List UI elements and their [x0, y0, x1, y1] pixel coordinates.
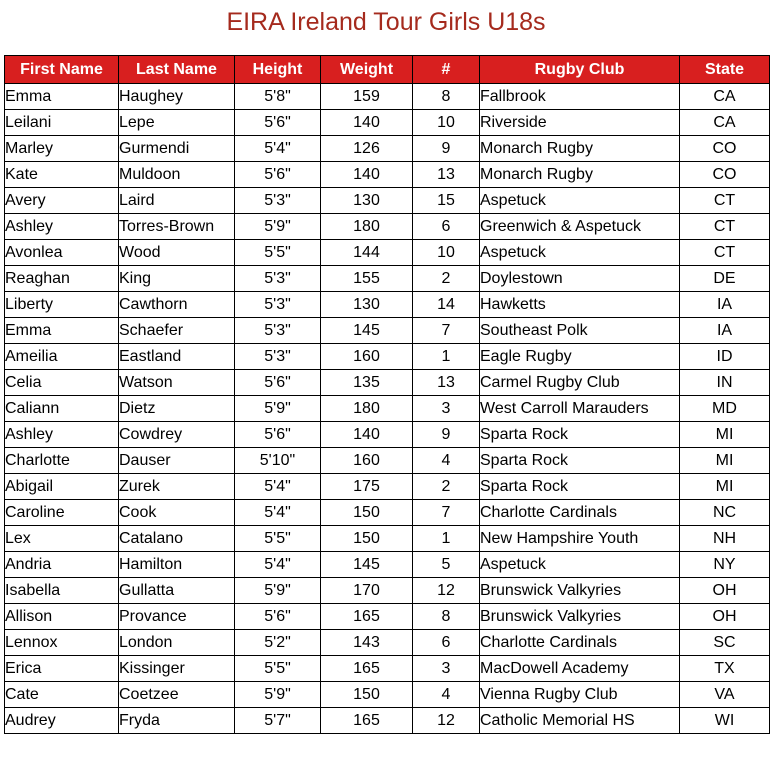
cell-last-name: Eastland	[119, 344, 235, 370]
cell-weight: 140	[321, 110, 413, 136]
table-row	[5, 188, 770, 214]
cell-state: MI	[680, 422, 770, 448]
cell-number: 9	[413, 136, 480, 162]
cell-number: 12	[413, 708, 480, 734]
table-row	[5, 266, 770, 292]
cell-number: 8	[413, 84, 480, 110]
roster-table	[4, 55, 770, 734]
cell-weight: 165	[321, 708, 413, 734]
cell-rugby-club: Fallbrook	[480, 84, 680, 110]
cell-rugby-club: Doylestown	[480, 266, 680, 292]
cell-first-name: Abigail	[5, 474, 119, 500]
table-row	[5, 552, 770, 578]
cell-first-name: Lennox	[5, 630, 119, 656]
cell-last-name: Fryda	[119, 708, 235, 734]
table-row	[5, 214, 770, 240]
cell-number: 9	[413, 422, 480, 448]
cell-state: DE	[680, 266, 770, 292]
table-row	[5, 708, 770, 734]
cell-number: 14	[413, 292, 480, 318]
cell-first-name: Isabella	[5, 578, 119, 604]
cell-height: 5'3"	[235, 266, 321, 292]
cell-state: OH	[680, 604, 770, 630]
cell-height: 5'4"	[235, 500, 321, 526]
table-row	[5, 682, 770, 708]
cell-last-name: Zurek	[119, 474, 235, 500]
cell-last-name: London	[119, 630, 235, 656]
cell-weight: 145	[321, 552, 413, 578]
table-row	[5, 84, 770, 110]
cell-last-name: Lepe	[119, 110, 235, 136]
cell-height: 5'9"	[235, 396, 321, 422]
page-title: EIRA Ireland Tour Girls U18s	[226, 8, 546, 36]
cell-number: 4	[413, 448, 480, 474]
cell-rugby-club: Vienna Rugby Club	[480, 682, 680, 708]
cell-height: 5'4"	[235, 552, 321, 578]
table-row	[5, 240, 770, 266]
cell-last-name: Torres-Brown	[119, 214, 235, 240]
cell-weight: 165	[321, 604, 413, 630]
cell-weight: 160	[321, 344, 413, 370]
cell-height: 5'6"	[235, 422, 321, 448]
cell-first-name: Ameilia	[5, 344, 119, 370]
cell-height: 5'3"	[235, 318, 321, 344]
cell-last-name: Provance	[119, 604, 235, 630]
table-row	[5, 656, 770, 682]
cell-state: WI	[680, 708, 770, 734]
cell-last-name: Watson	[119, 370, 235, 396]
table-row	[5, 526, 770, 552]
cell-weight: 126	[321, 136, 413, 162]
cell-last-name: Cowdrey	[119, 422, 235, 448]
cell-last-name: Cook	[119, 500, 235, 526]
cell-first-name: Avery	[5, 188, 119, 214]
cell-rugby-club: Monarch Rugby	[480, 136, 680, 162]
cell-rugby-club: Sparta Rock	[480, 448, 680, 474]
table-row	[5, 422, 770, 448]
cell-height: 5'3"	[235, 344, 321, 370]
cell-first-name: Celia	[5, 370, 119, 396]
cell-state: MI	[680, 448, 770, 474]
cell-height: 5'3"	[235, 188, 321, 214]
table-row	[5, 604, 770, 630]
cell-rugby-club: MacDowell Academy	[480, 656, 680, 682]
cell-first-name: Caroline	[5, 500, 119, 526]
cell-weight: 170	[321, 578, 413, 604]
cell-number: 7	[413, 318, 480, 344]
cell-rugby-club: Charlotte Cardinals	[480, 500, 680, 526]
cell-first-name: Marley	[5, 136, 119, 162]
cell-weight: 180	[321, 396, 413, 422]
column-header-last-name: Last Name	[119, 56, 235, 84]
cell-weight: 145	[321, 318, 413, 344]
cell-weight: 130	[321, 188, 413, 214]
cell-weight: 175	[321, 474, 413, 500]
cell-rugby-club: Carmel Rugby Club	[480, 370, 680, 396]
column-header-height: Height	[235, 56, 321, 84]
cell-last-name: Kissinger	[119, 656, 235, 682]
cell-first-name: Kate	[5, 162, 119, 188]
cell-first-name: Emma	[5, 84, 119, 110]
cell-last-name: Coetzee	[119, 682, 235, 708]
table-row	[5, 500, 770, 526]
cell-rugby-club: Charlotte Cardinals	[480, 630, 680, 656]
table-header-row	[5, 56, 770, 84]
cell-first-name: Andria	[5, 552, 119, 578]
cell-first-name: Leilani	[5, 110, 119, 136]
cell-number: 6	[413, 630, 480, 656]
cell-weight: 150	[321, 682, 413, 708]
cell-last-name: Haughey	[119, 84, 235, 110]
cell-state: CO	[680, 162, 770, 188]
cell-state: CT	[680, 188, 770, 214]
cell-height: 5'5"	[235, 526, 321, 552]
cell-height: 5'9"	[235, 682, 321, 708]
cell-number: 13	[413, 162, 480, 188]
cell-state: VA	[680, 682, 770, 708]
table-body	[5, 84, 770, 734]
cell-state: IA	[680, 318, 770, 344]
cell-number: 15	[413, 188, 480, 214]
cell-state: IN	[680, 370, 770, 396]
cell-first-name: Lex	[5, 526, 119, 552]
cell-first-name: Liberty	[5, 292, 119, 318]
cell-rugby-club: Eagle Rugby	[480, 344, 680, 370]
cell-last-name: Schaefer	[119, 318, 235, 344]
cell-height: 5'4"	[235, 136, 321, 162]
cell-rugby-club: Greenwich & Aspetuck	[480, 214, 680, 240]
cell-first-name: Charlotte	[5, 448, 119, 474]
cell-weight: 180	[321, 214, 413, 240]
cell-number: 10	[413, 110, 480, 136]
cell-height: 5'7"	[235, 708, 321, 734]
cell-weight: 144	[321, 240, 413, 266]
table-row	[5, 396, 770, 422]
cell-rugby-club: Riverside	[480, 110, 680, 136]
cell-number: 4	[413, 682, 480, 708]
cell-first-name: Erica	[5, 656, 119, 682]
column-header-first-name: First Name	[5, 56, 119, 84]
cell-weight: 130	[321, 292, 413, 318]
cell-first-name: Allison	[5, 604, 119, 630]
cell-number: 5	[413, 552, 480, 578]
cell-last-name: Gullatta	[119, 578, 235, 604]
cell-last-name: Catalano	[119, 526, 235, 552]
cell-number: 2	[413, 474, 480, 500]
cell-weight: 165	[321, 656, 413, 682]
cell-rugby-club: Catholic Memorial HS	[480, 708, 680, 734]
cell-rugby-club: Aspetuck	[480, 188, 680, 214]
cell-height: 5'10"	[235, 448, 321, 474]
cell-first-name: Ashley	[5, 422, 119, 448]
cell-rugby-club: Brunswick Valkyries	[480, 578, 680, 604]
cell-height: 5'9"	[235, 214, 321, 240]
cell-state: IA	[680, 292, 770, 318]
cell-height: 5'5"	[235, 240, 321, 266]
cell-weight: 150	[321, 500, 413, 526]
cell-rugby-club: Aspetuck	[480, 552, 680, 578]
cell-number: 10	[413, 240, 480, 266]
cell-state: NC	[680, 500, 770, 526]
cell-state: NY	[680, 552, 770, 578]
cell-height: 5'4"	[235, 474, 321, 500]
cell-weight: 135	[321, 370, 413, 396]
cell-last-name: Muldoon	[119, 162, 235, 188]
cell-weight: 159	[321, 84, 413, 110]
table-row	[5, 162, 770, 188]
cell-last-name: Cawthorn	[119, 292, 235, 318]
cell-number: 2	[413, 266, 480, 292]
cell-state: SC	[680, 630, 770, 656]
cell-last-name: Wood	[119, 240, 235, 266]
table-row	[5, 110, 770, 136]
column-header-number: #	[413, 56, 480, 84]
cell-number: 1	[413, 344, 480, 370]
cell-number: 7	[413, 500, 480, 526]
table-row	[5, 292, 770, 318]
table-row	[5, 344, 770, 370]
cell-weight: 160	[321, 448, 413, 474]
cell-state: ID	[680, 344, 770, 370]
table-row	[5, 474, 770, 500]
cell-first-name: Cate	[5, 682, 119, 708]
cell-height: 5'3"	[235, 292, 321, 318]
cell-number: 3	[413, 396, 480, 422]
cell-first-name: Reaghan	[5, 266, 119, 292]
cell-number: 8	[413, 604, 480, 630]
cell-rugby-club: New Hampshire Youth	[480, 526, 680, 552]
cell-height: 5'6"	[235, 162, 321, 188]
cell-last-name: Dauser	[119, 448, 235, 474]
table-row	[5, 136, 770, 162]
cell-weight: 155	[321, 266, 413, 292]
cell-first-name: Ashley	[5, 214, 119, 240]
table-row	[5, 578, 770, 604]
cell-weight: 143	[321, 630, 413, 656]
cell-state: TX	[680, 656, 770, 682]
column-header-weight: Weight	[321, 56, 413, 84]
cell-state: CA	[680, 84, 770, 110]
cell-state: NH	[680, 526, 770, 552]
column-header-rugby-club: Rugby Club	[480, 56, 680, 84]
cell-height: 5'5"	[235, 656, 321, 682]
cell-first-name: Emma	[5, 318, 119, 344]
cell-number: 12	[413, 578, 480, 604]
cell-first-name: Avonlea	[5, 240, 119, 266]
cell-rugby-club: Sparta Rock	[480, 474, 680, 500]
cell-state: CA	[680, 110, 770, 136]
cell-number: 1	[413, 526, 480, 552]
table-row	[5, 448, 770, 474]
cell-height: 5'8"	[235, 84, 321, 110]
cell-rugby-club: Hawketts	[480, 292, 680, 318]
cell-state: MD	[680, 396, 770, 422]
cell-rugby-club: Aspetuck	[480, 240, 680, 266]
cell-rugby-club: Southeast Polk	[480, 318, 680, 344]
cell-last-name: Gurmendi	[119, 136, 235, 162]
cell-last-name: Laird	[119, 188, 235, 214]
cell-rugby-club: Brunswick Valkyries	[480, 604, 680, 630]
cell-weight: 140	[321, 162, 413, 188]
cell-first-name: Audrey	[5, 708, 119, 734]
cell-last-name: Dietz	[119, 396, 235, 422]
cell-weight: 150	[321, 526, 413, 552]
cell-first-name: Caliann	[5, 396, 119, 422]
column-header-state: State	[680, 56, 770, 84]
cell-state: CT	[680, 240, 770, 266]
cell-number: 3	[413, 656, 480, 682]
table-row	[5, 318, 770, 344]
cell-height: 5'2"	[235, 630, 321, 656]
cell-height: 5'6"	[235, 110, 321, 136]
cell-number: 13	[413, 370, 480, 396]
cell-rugby-club: West Carroll Marauders	[480, 396, 680, 422]
cell-rugby-club: Sparta Rock	[480, 422, 680, 448]
cell-rugby-club: Monarch Rugby	[480, 162, 680, 188]
cell-state: CO	[680, 136, 770, 162]
table-row	[5, 630, 770, 656]
cell-last-name: King	[119, 266, 235, 292]
cell-state: CT	[680, 214, 770, 240]
cell-height: 5'9"	[235, 578, 321, 604]
cell-state: OH	[680, 578, 770, 604]
cell-height: 5'6"	[235, 370, 321, 396]
cell-state: MI	[680, 474, 770, 500]
cell-last-name: Hamilton	[119, 552, 235, 578]
cell-number: 6	[413, 214, 480, 240]
cell-weight: 140	[321, 422, 413, 448]
table-row	[5, 370, 770, 396]
cell-height: 5'6"	[235, 604, 321, 630]
